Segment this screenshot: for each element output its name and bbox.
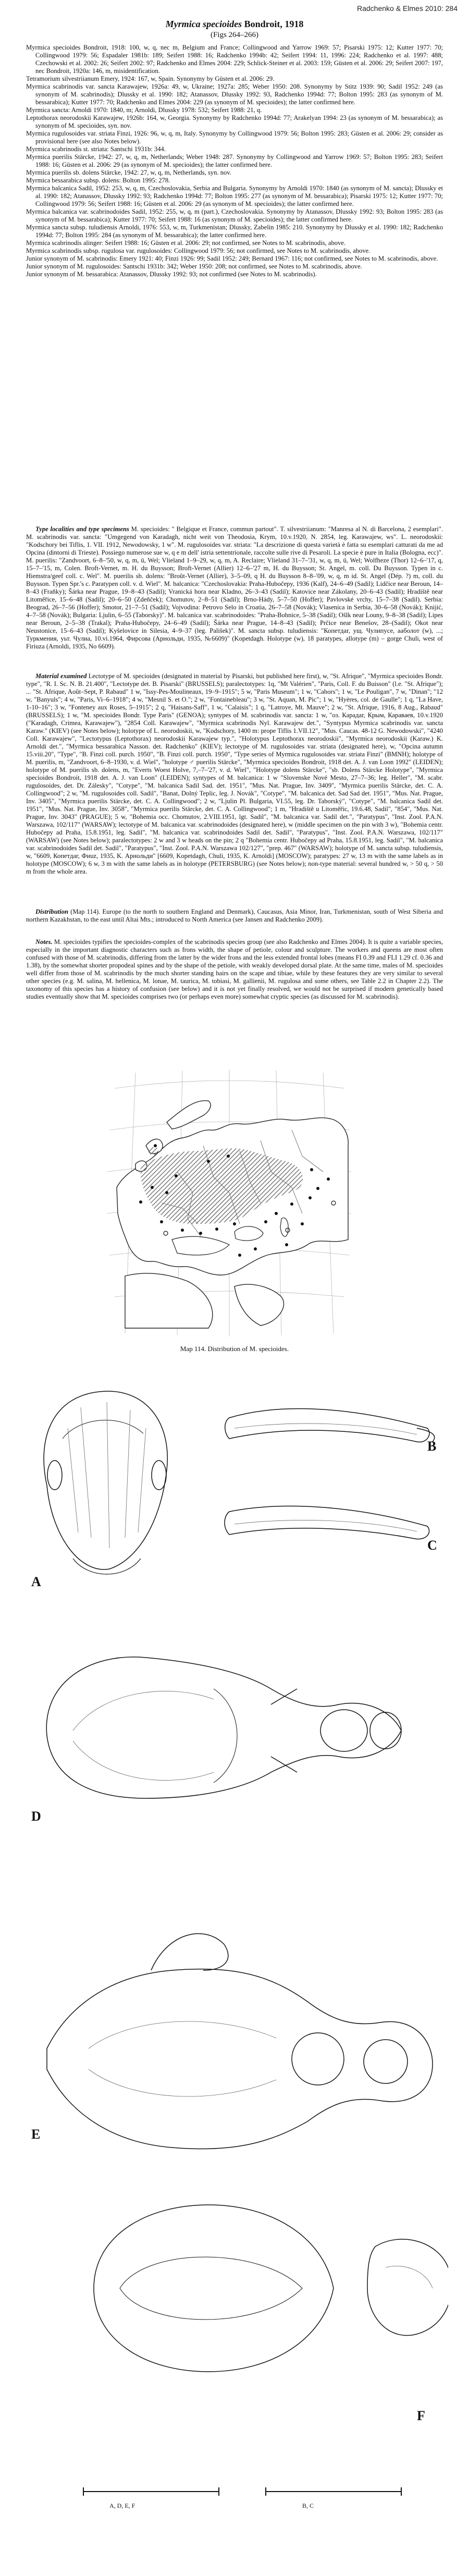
morphology-plate <box>21 1371 448 2559</box>
material-examined-text: Lectotype of M. specioides (designated in material by Pisarski, but published here first), w, "St. Afrique", "Myrmica specioides Bondr. type", "R. I. Sc. N. B. 21.400", "Lectotype det. B. Pisarski" (BRUSSELS); paralectotypes: 1q, "Mt Valérien", "Paris, Coll. F. du Buisson" (l.e. "St. Afrique"); ... "St. Afrique, Août–Sept, P. Rabaud" 1 w, "Issy-Pes-Moulineaux, 19–9–1915"; 5 w, "Paris Museum"; 1 w, "Cahors"; 1 w, "Le Pouligan", 7 w, "Dinan"; "12 w, "Banyuls"; 4 w, "Paris, Vi–6–1918"; 4 w, "Mesnil S. et O."; 2 w, "Fontainebleau"; 3 w, "St. Aquan, M. Pic"; 1 w, "Hyères, col. de Gaulle"; 1 q, "La Have, 1-10–16"; 3 w, "Fonteney aux Roses, 5–1915"; 2 q, "Haisans-Saff", 1 w, "Calaisis"; 1 q, "Latroye, Mt. Mauve"; 2 w, "St. Afrique, 1916, 8 Aug., Rabaud" (BRUSSELS); 1 w, "M. specioides Bondr. Type Paris" (GENOA); syntypes of M. scabrinodis var. sancta: 1 w, "оз. Карадаг, Крым, Караваев, 10.v.1920 ("Karadagh, Crimea, Karawajew"), "2854 Coll. Karawajew", "Myrmica scabrinodis Nyl. Karawajew det.", "Syntypus Myrmica scabrinodis var. sancta Karaw." (KIEV) (see Notes below); holotype of L. neorodoskii, w, "Kodschory, 1400 m: prope Tiflis 1.VII.12", "Mus. Caucas. 48-12 G. Newodowski", "4240 Coll. Karawajew", "Lectotypus (Leptothorax) neorodoskii Karawajew typ.", "Holotypus Leptothorax neorodoskii", "Myrmica neorodoskii (Karaw.) K. Arnoldi det.", "Myrmica bessarabica Nasson. det. Radchenko" (KIEV); lectotype of M. rugulosoides var. striata (designated here), w, "Opcina autumn 15.viii.20", "Type", "B. Finzi coll. purch. 1950", "B. Finzi coll. purch. 1950", "Type series of Myrmica rugulosoides var. striata Finzi" (BMNH); holotype of M. puerilis, m, "Zandvoort, 6–8–1930, v. d. Wiel", "holotype ♂ puerilis Stärcke", "Myrmica specioides Bondroit, 1918 det. A. J. van Loon 1992" (LEIDEN); holotype of M. puerilis sb. dolens, m, "Everts Woest Holve, 7,–7–'27, v. d. Wiel", "Holotype dolens Stärcke", "sb. Dolens Stärcke Holotype", "Myrmica specioides Bondroit, 1918 det. A. J. van Loon" (LEIDEN); syntypes of M. balcanica: 1 w "Slovenske Nové Mesto, 27–7–36; leg. Heller", "M. scabr. rugulosoides, det. Dr. Zálesky", "Cotype", "M. balcanica Sadil Sad. det. 1951", "Mus. Nat. Prague, Inv. 3409", "Myrmica puerilis Stärcke, det. C. A. Collingwood"; 2 w, "M. rugulosoides coll. Sadil", "Banat, Dolný Teplic, leg. J. Novák", "Cotype", "M. balcanica det. Sad Sad det. 1951", "Mus. Nat. Prague, Inv. 3405", "Myrmica puerilis Stärcke, det. C. A. Collingwood"; 2 w, "Ljulin Pl. Bulgaria, VI.55, leg. Dr. Taborský", "Cotype", "M. balcanica Sadil det. 1951", "Mus. Nat. Prague, Inv. 3058", "Myrmica puerilis Stärcke, det. C. A. Collingwood"; 1 m, "Hradiště u Litoměřic, 19.6.48, Sadil", "854", "Mus. Nat. Prague, Inv. 3043" (PRAGUE); 5 w, "Bohemia occ. Chomutov, 2.VIII.1951, lgt. Sadil", "M. balcanica var. Sadil det.", "Paratypus", "Inst. Zool. P.A.N. Warszawa, 102/117" (WARSAW); lectotype of M. balcanica var. scabrinodoides (designated here), w (middle specimen on the pin with 3 w), "Bohemia centr. Hubočepy ad Praha, 15.8.1951, leg. Sadil", "M. balcanica var. scabrinodoides Sadil det. Sadil", "Paratypus", "Inst. Zool. P.A.N. Warszawa, 102/117" (WARSAW) (see Notes below); paralectotypes: 2 w and 3 w heads on the pin; 2 q "Bohemia centr. Hubočepy ad Praha, 15.8.1951, leg. Sadil", "M. balcanica var. scabrinodoides Sadil det. Sadil", "Paratypus", "Inst. Zool. P.A.N. Warszawa 102/127", "prep. 467" (WARSAW); holotype of M. sancta subsp. tuludiensis, w, "6609, Копетдаг, Фиuz, 1935, K. Арнольди" [6609, Kopetdagh, Chuli, 1935, K. Arnoldi] (MOSCOW); paratypes: 27 w, 13 m with the same labels as in holotype (MOSCOW); 6 w, 3 m with the same labels as in holotype (PETERSBURG) (see Notes below); non-type material: several hundred w, > 50 q, > 50 m from the whole area. <box>26 672 443 875</box>
synonymy-entry: Myrmica scabrinodis alinger: Seifert 1988: 16; Güsten et al. 2006: 29; not confirmed, see Notes to M. scabrinodis, above. <box>26 239 346 247</box>
fig-c-scape <box>225 1506 429 1539</box>
fig-e-petiole <box>47 1934 433 2149</box>
species-author: Bondroit, 1918 <box>242 19 304 29</box>
type-localities-paragraph <box>26 525 443 651</box>
synonymy-entry: Myrmica balcanica Sadil, 1952: 253, w, q, m, Czechoslovakia, Serbia and Bulgaria. Synonymy by Arnoldi 1970: 1840 (as synonym of M. sancta); Dlussky et al. 1990: 182; Atanassov, Dlussky 1992: 93; Radchenko 1994d: 77; Bolton 1995: 277 (as synonym of M. bessarabica); Pisarski 1975: 12; Kutter 1977: 70; Collingwood 1979: 56; Seifert 1988: 16; Güsten et al. 2006: 29 (as synonym of M. specioides); the latter confirmed here. <box>26 185 443 207</box>
panel-label-b: B <box>427 1439 437 1454</box>
species-title <box>0 19 469 30</box>
notes-paragraph <box>26 938 443 1001</box>
fig-f-petiole-dorsal <box>94 2205 448 2372</box>
synonymy-list <box>26 44 443 278</box>
panel-label-d: D <box>31 1809 41 1824</box>
distribution-heading: Distribution <box>35 908 68 915</box>
material-examined-paragraph <box>26 672 443 876</box>
distribution-map <box>104 1068 354 1339</box>
synonymy-entry: Myrmica puerilis sb. dolens Stärcke, 1942: 27, w, q, m, Netherlands, syn. nov. <box>26 169 231 176</box>
synonymy-entry: Junior synonym of M. scabrinodis: Emery 1921: 40; Finzi 1926: 99; Sadil 1952: 249; Bernard 1967: 116; not confirmed, see Notes to M. scabrinodis, above. <box>26 255 438 262</box>
panel-label-a: A <box>31 1574 41 1589</box>
panel-label-c: C <box>427 1538 437 1553</box>
running-head: Radchenko & Elmes 2010: 284 <box>356 4 458 13</box>
panel-label-e: E <box>31 2127 41 2142</box>
fig-a-head <box>44 1391 167 1574</box>
scale-label-adef: A, D, E, F <box>109 2502 135 2509</box>
type-localities-text: M. specioides: " Belgique et France, commun partout". T. silvestriianum: "Manresa al N. di Barcelona, 2 esemplari". M. scabrinodis var. sancta: "Umgegend von Karadagh, nicht weit von Theodosia, Krym, 10.v.1920, N. 2854, leg. Karawajew, ws". L. neorodoskii: "Kodschory bei Tiflis, 1. VII. 1912, Newodowsky, 1 w". M. rugulosoides var. striata: "La descrizione di questa varietà è fatta su esemplari catturati da me ad Opcina (dintorni di Trieste). Possiego numerose sue w, q e m dell' istria settentrionale, raccolte sulle rive di Pesaroli. La specie è pure in Italia (Bologna, ecc)". M. puerilis: "Zandvoort, 6–8–'50, w, q, m, ü, Wel; Vlieland 1–9–29, w, q, m, A. Reclaire; Vlieland 31–7–'31, w, q, m, ü, Wel; Wolfheze (Thor) 12–6–'17, q, 15–7–'15, m, Colen. Broft-Vernet, m. H. du Buysson; Broft-Vernet (Allier) 12–6–'27 m, H. du Buysson; St. Angel, m. coll. Du Buysson. Typen in c. Hiemstra/geef coll. c. Wel". M. puerilis sb. dolens: "Broût-Vernet (Allier), 3–5–09, q H. du Buysson 8–8–'09, w, q, m id. St. Angel (Dép. ?) m, coll. du Buysson. Typen Spr.'s c. Paratypen coll. v. d. Wiel". M. balcanica: "Czechoslovakia: Praha-Hubočepy, 1936 (Kalf), 24–6–49 (Sadil); Lidčice near Beroun, 14–8–43 (Fraňky); Šárka near Prague, 19–8–43 (Sadil); Vranická hora near Kladno, 26–3–43 (Sadil); Katovice near Zákolany, 20–6–43 (Sadil); Hradiště near Litoměřice, 15–6–48 (Sadil); 20–6–50 (Zdeňček); Chomutov, 2–8–51 (Sadil); Brno-Hády, 5–7–50 (Hoffer); Pavlovské vrchy, 15–7–38 (Sadil). Serbia: Beograd, 26–7–56 (Hoffer); Smotor, 21–7–51 (Sadil); Vojvodina: Petrovo Selo in Croatia, 26–7–58 (Novák); Vlasenica in Serbia, 30–6–58 (Novák); Knijić, 4–7–58 (Novák); Bulgaria: Ljulin, 6–55 (Taborsky)". M. balcanica var. scabrinodoides: "Praha-Bohnice, 5–38 (Sadil); Ošlk near Louny, 9–8–38 (Sadil); Lipes near Beroun, 2–5–38 (Trakal); Praha-Hubočepy, 24–6–49 (Sadil); Šárka near Prague, 14–8–43 (Sadil); Prčice near Benešov, 28–(Sadil); Okot near Neustonice, 15–6–43 (Sadil); Kyšelovice in Silesia, 4–9–37 (leg. Pališek)". M. sancta subsp. tuludiensis: "Копетдаг, ущ. Чулипусе, ааболот (w), ...; Туркмения, уьт. Чулиа, 10.vi.1964, Фирсова (Арнольди, 1935, №6609)" (Kopetdagh. Holotype (w), 18 paratypes, allotype (m) – gorge Chuli, west of Firiuza (Arnoldi, 1935, No 6609). <box>26 525 443 650</box>
material-examined-heading: Material examined <box>35 672 87 680</box>
synonymy-entry: Myrmica bessarabica subsp. dolens: Bolton 1995: 278. <box>26 177 170 184</box>
synonymy-entry: Myrmica puerilis Stärcke, 1942: 27, w, q, m, Netherlands; Weber 1948: 287. Synonymy by Collingwood and Yarrow 1969: 57; Bolton 1995: 283; Seifert 1988: 16; Güsten et al. 2006: 29 (as synonym of M. specioides); the latter confirmed here. <box>26 153 443 168</box>
fig-d-alitrunk <box>46 1657 401 1798</box>
notes-heading: Notes. <box>35 938 53 946</box>
species-heading <box>0 19 469 40</box>
synonymy-entry: Myrmica balcanica var. scabrinodoides Sadil, 1952: 255, w, q, m (part.), Czechoslovakia. Synonymy by Atanassov, Dlussky 1992: 93; Bolton 1995: 283 (as synonym of M. bessarabica); Kutter 1977: 70; Seifert 1988: 16 (as synonym of M. specioides); the latter confirmed here. <box>26 208 443 223</box>
panel-label-f: F <box>417 2408 425 2423</box>
synonymy-entry: Junior synonym of M. rugulosoides: Santschi 1931b: 342; Weber 1950: 208; not confirmed, see Notes to M. scabrinodis, above. <box>26 263 362 270</box>
fig-b-scape <box>225 1409 435 1442</box>
synonymy-entry: Myrmica scabrinodis var. sancta Karawajew, 1926a: 49, w, Ukraine; 1927a: 285; Weber 1950: 208. Synonymy by Stitz 1939: 90; Sadil 1952: 249 (as synonym of M. scabrinodis); Dlussky et al. 1990: 182; Atanassov, Dlussky 1992: 93, Radchenko 1994d: 77; Bolton 1995: 283 (as synonym of M. bessarabica); Kutter 1977: 70; Radchenko and Elmes 2004: 229 (as synonym of M. specioides); the latter confirmed here. <box>26 83 443 106</box>
species-name: Myrmica specioides <box>165 19 242 29</box>
synonymy-entry: Myrmica rugulosoides var. striata Finzi, 1926: 96, w, q, m, Italy. Synonymy by Collingwood 1979: 56; Bolton 1995: 283; Güsten et al. 2006: 29; consider as provisional here (see also Notes below). <box>26 130 443 145</box>
distribution-paragraph <box>26 908 443 924</box>
synonymy-entry: Tetramorium silvestriianum Emery, 1924: 167, w, Spain. Synonymy by Güsten et al. 2006: 29. <box>26 75 275 82</box>
scale-bars <box>83 2487 401 2496</box>
scale-label-bc: B, C <box>302 2502 314 2509</box>
synonymy-entry: Myrmica sancta: Arnoldi 1970: 1840, m; Arnoldi, Dlussky 1978: 532; Seifert 1988: 21, q. <box>26 106 262 114</box>
synonymy-entry: Myrmica specioides Bondroit, 1918: 100, w, q, nec m, Belgium and France; Collingwood and Yarrow 1969: 57; Pisarski 1975: 12; Kutter 1977: 70; Collingwood 1979: 56; Espadaler 1981b: 189; Seifert 1988: 16; Radchenko 1994b: 42; Seifert 1994: 11, 1996: 224; Radchenko et al. 1997: 488; Czechowski et al. 2002: 26; Seifert 2002: 97; Radchenko and Elmes 2004: 229; Schlick-Steiner et al. 2003: 159; Güsten et al. 2006: 29; Seifert 2007: 197, nec Bondroit, 1920a: 146, m, misidentification. <box>26 44 443 75</box>
synonymy-entry: Leptothorax neorodoskii Karawajew, 1926b: 164, w, Georgia. Synonymy by Radchenko 1994d: 77; Arakelyan 1994: 23 (as synonym of M. bessarabica); as synonym of M. specioides, syn. nov. <box>26 114 443 129</box>
figure-reference: (Figs 264–266) <box>210 31 259 39</box>
synonymy-entry: Myrmica sancta subsp. tuludiensis Arnoldi, 1976: 553, w, m, Turkmenistan; Dlussky, Zabelin 1985: 210. Synonymy by Dlussky et al. 1990: 182; Radchenko 1994d: 77; Bolton 1995: 284 (as synonym of M. bessarabica); the latter confirmed here. <box>26 224 443 239</box>
synonymy-entry: Junior synonym of M. bessarabica: Atanassov, Dlussky 1992: 93; not confirmed (see Notes to M. scabrinodis). <box>26 271 317 278</box>
notes-text: M. specioides typifies the specioides-complex of the scabrinodis species group (see also Radchenko and Elmes 2004). It is quite a variable species, especially in the important diagnostic characters such as frons width, the shape of petiole, colour and sculpture. The workers and queens are most often confused with those of M. scabrinodis, differing from the latter by the wider frons and the less extended frontal lobes (means FI 0.39 and FLI 1.29 cf. 0.36 and 1.38), by the somewhat shorter propodeal spines and by the shape of the petiole, with weakly developed dorsal plate. At the same time, males of M. specioides well differ from those of M. scabrinodis by the much shorter standing hairs on the scape and tibiae, while by these features they are very similar to several other species (e.g. M. salina, M. hellenica, M. lonae, M. taurica, M. tobiasi, M. gallienii, M. rugulosa and some others, see Table 2.2 in Chapter 2.2). The taxonomy of this species has a history of confusion (see below) and it is not yet finally resolved, we would not be surprised if modern genetically based studies eventually show that M. specioides comprises two (or perhaps even more) somewhat cryptic species (as discussed for M. scabrinodis). <box>26 938 443 1000</box>
map-caption: Map 114. Distribution of M. specioides. <box>180 1345 289 1353</box>
synonymy-entry: Myrmica scabrinodis subsp. rugulosa var. rugulosoides: Collingwood 1979: 56; not confirmed, see Notes to M. scabrinodis, above. <box>26 247 371 254</box>
type-localities-heading: Type localities and type specimens <box>35 525 129 533</box>
distribution-text: (Map 114). Europe (to the north to southern England and Denmark), Caucasus, Asia Minor, Iran, Turkmenistan, south of West Siberia and northern Kazakhstan, to the east until Altai Mts.; introduced to North America (see Jansen and Radchenko 2009). <box>26 908 443 923</box>
synonymy-entry: Myrmica scabrinodis st. striata: Santschi 1931b: 344. <box>26 145 166 153</box>
